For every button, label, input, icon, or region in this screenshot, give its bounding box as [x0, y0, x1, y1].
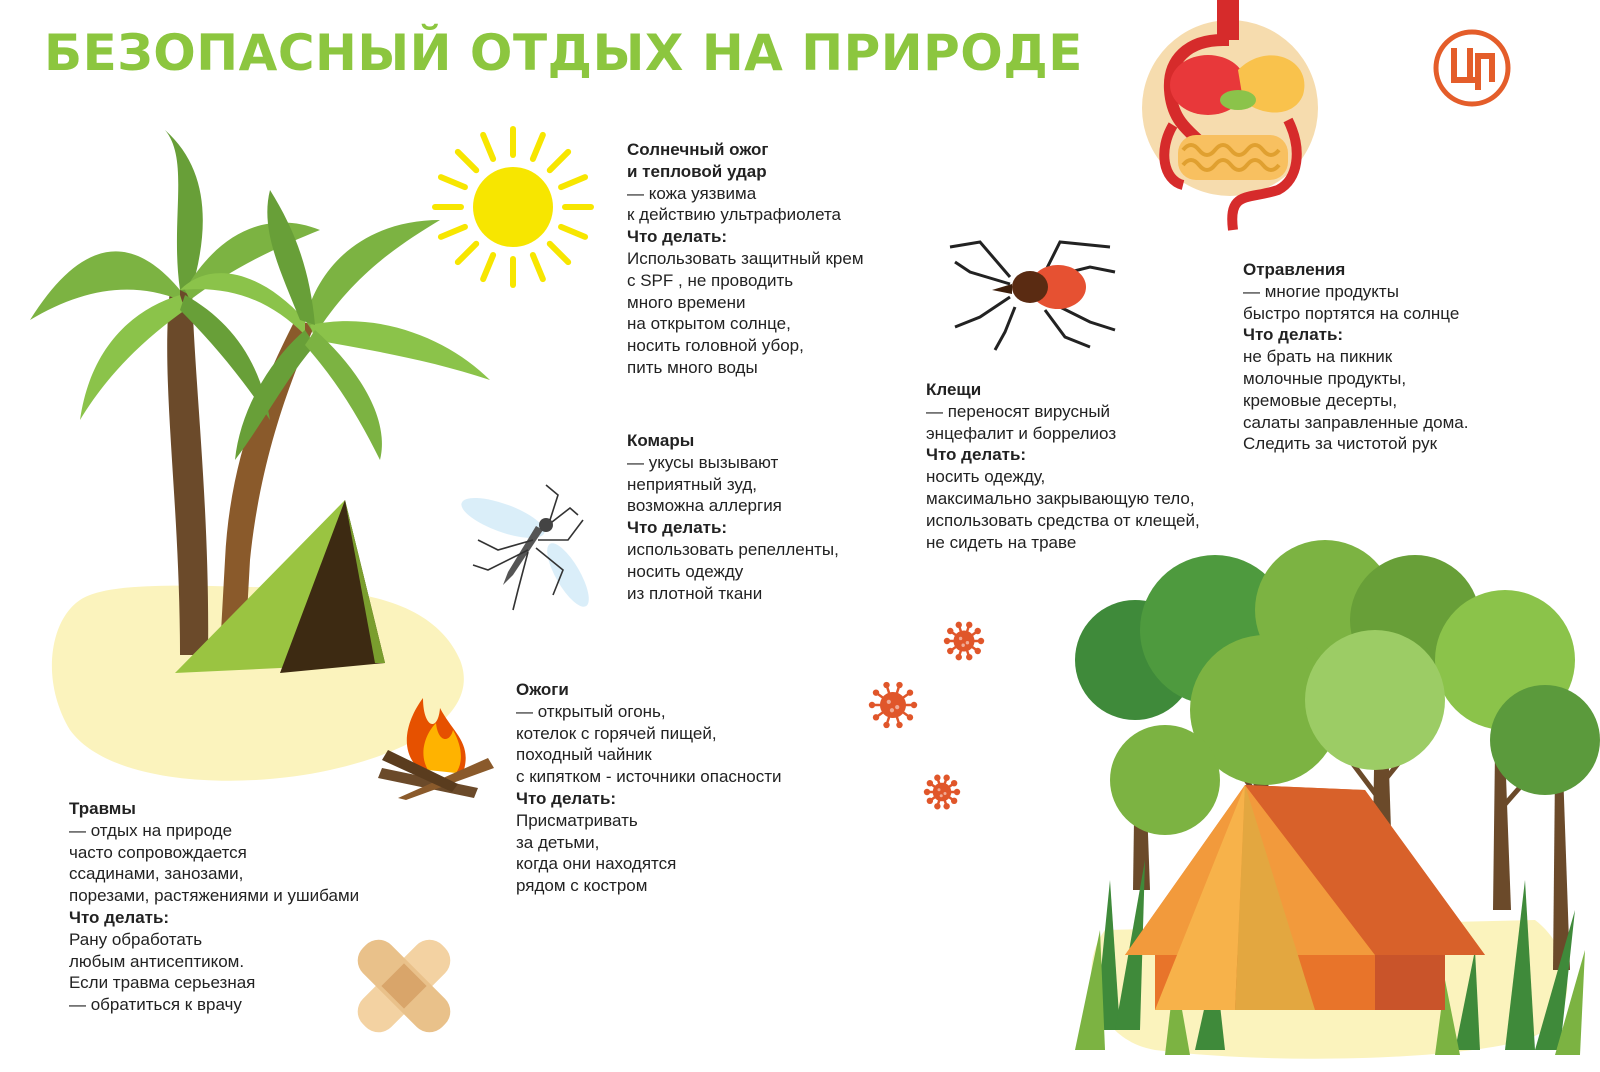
virus-icon [935, 612, 991, 668]
section-mosquitoes [627, 430, 839, 604]
todo-line: Присматривать [516, 810, 638, 830]
virus-icon [915, 765, 965, 815]
todo-line: кремовые десерты, [1243, 390, 1398, 410]
section-heading: Солнечный ожог [627, 140, 769, 159]
section-burns [516, 679, 782, 897]
todo-line: носить одежду [627, 561, 744, 581]
section-heading: Комары [627, 431, 695, 450]
todo-line: использовать средства от клещей, [926, 510, 1200, 530]
section-desc: — открытый огонь, [516, 701, 666, 721]
todo-label: Что делать: [69, 907, 170, 927]
section-desc: котелок с горячей пищей, [516, 723, 717, 743]
todo-label: Что делать: [1243, 325, 1344, 345]
section-desc: часто сопровождается [69, 842, 247, 862]
section-desc: порезами, растяжениями и ушибами [69, 886, 360, 906]
section-desc: с кипятком - источники опасности [516, 767, 782, 787]
section-heading: Травмы [69, 799, 136, 818]
section-desc: походный чайник [516, 745, 652, 765]
todo-line: из плотной ткани [627, 583, 763, 603]
section-poisoning [1243, 259, 1468, 455]
section-desc: энцефалит и боррелиоз [926, 423, 1117, 443]
todo-line: когда они находятся [516, 854, 677, 874]
todo-line: рядом с костром [516, 876, 648, 896]
todo-line: молочные продукты, [1243, 368, 1407, 388]
stomach-icon [1138, 0, 1323, 240]
section-desc: — переносят вирусный [926, 401, 1111, 421]
todo-line: Следить за чистотой рук [1243, 434, 1438, 454]
section-desc: — укусы вызывают [627, 452, 779, 472]
todo-line: за детьми, [516, 832, 600, 852]
todo-line: использовать репелленты, [627, 539, 839, 559]
section-heading: Ожоги [516, 680, 569, 699]
todo-line: с SPF , не проводить [627, 270, 794, 290]
logo-icon [1432, 28, 1512, 108]
section-heading: Клещи [926, 380, 982, 399]
section-injuries [69, 798, 359, 1016]
page-title: БЕЗОПАСНЫЙ ОТДЫХ НА ПРИРОДЕ [44, 24, 1083, 82]
todo-label: Что делать: [516, 788, 617, 808]
todo-label: Что делать: [627, 518, 728, 538]
section-desc: к действию ультрафиолета [627, 205, 842, 225]
todo-label: Что делать: [926, 445, 1027, 465]
todo-line: Если травма серьезная [69, 973, 256, 993]
todo-label: Что делать: [627, 227, 728, 247]
section-sunburn [627, 139, 864, 379]
virus-icon [860, 672, 928, 740]
section-heading: Отравления [1243, 260, 1346, 279]
todo-line: не брать на пикник [1243, 347, 1393, 367]
section-desc: — отдых на природе [69, 820, 233, 840]
section-desc: ссадинами, занозами, [69, 864, 244, 884]
todo-line: носить головной убор, [627, 336, 804, 356]
todo-line: максимально закрывающую тело, [926, 488, 1195, 508]
tick-icon [950, 222, 1120, 352]
sun-icon [428, 122, 598, 292]
todo-line: много времени [627, 292, 746, 312]
bandage-icon [348, 930, 460, 1042]
mosquito-icon [458, 480, 603, 615]
forest-icon [1075, 550, 1595, 1065]
todo-line: Рану обработать [69, 929, 203, 949]
todo-line: любым антисептиком. [69, 951, 245, 971]
section-desc: неприятный зуд, [627, 474, 757, 494]
todo-line: носить одежду, [926, 467, 1046, 487]
campfire-icon [378, 688, 498, 800]
section-heading: и тепловой удар [627, 161, 767, 181]
todo-line: салаты заправленные дома. [1243, 412, 1469, 432]
todo-line: пить много воды [627, 357, 758, 377]
todo-line: — обратиться к врачу [69, 995, 242, 1015]
section-desc: — многие продукты [1243, 281, 1399, 301]
todo-line: не сидеть на траве [926, 532, 1077, 552]
todo-line: на открытом солнце, [627, 314, 791, 334]
section-desc: возможна аллергия [627, 496, 782, 516]
section-desc: быстро портятся на солнце [1243, 303, 1460, 323]
section-desc: — кожа уязвима [627, 183, 757, 203]
section-ticks [926, 379, 1200, 553]
todo-line: Использовать защитный крем [627, 248, 864, 268]
green-tent-icon [175, 495, 390, 675]
